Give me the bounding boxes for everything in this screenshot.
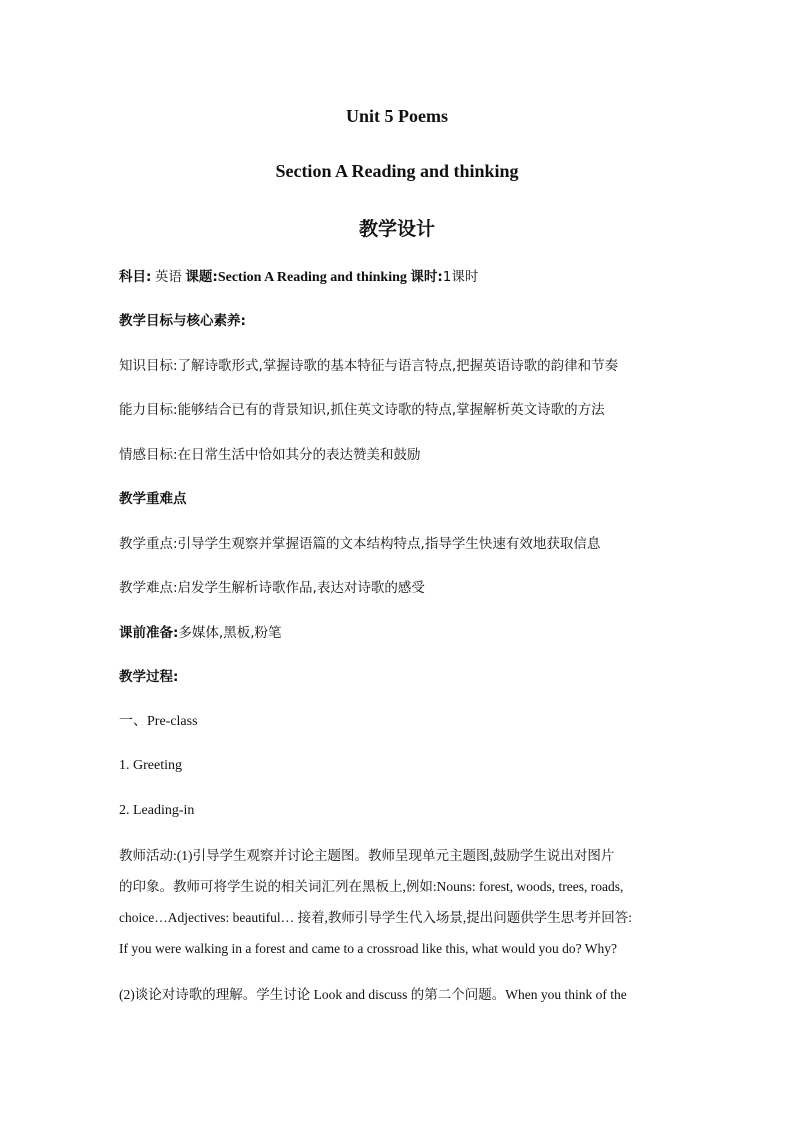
unit-title: Unit 5 Poems [346, 106, 448, 126]
ability-goal: 能力目标:能够结合已有的背景知识,抓住英文诗歌的特点,掌握解析英文诗歌的方法 [119, 402, 605, 418]
teaching-focus: 教学重点:引导学生观察并掌握语篇的文本结构特点,指导学生快速有效地获取信息 [119, 536, 601, 552]
subject-value: 英语 [154, 269, 182, 285]
step-greeting: 1. Greeting [119, 758, 182, 773]
section-title: Section A Reading and thinking [275, 161, 519, 181]
paragraph-line: If you were walking in a forest and came to a crossroad like this, what would you do? Why? [119, 941, 617, 956]
pre-class-heading: 一、Pre-class [119, 714, 198, 729]
subject-label: 科目: [119, 269, 152, 285]
topic-value: Section A Reading and thinking [217, 270, 407, 285]
emotion-goal: 情感目标:在日常生活中恰如其分的表达赞美和鼓励 [119, 447, 421, 463]
step-leading-in: 2. Leading-in [119, 803, 195, 818]
course-info [119, 267, 679, 288]
topic-label: 课题: [185, 269, 218, 285]
prep-label: 课前准备: [119, 625, 179, 641]
paragraph-line: choice…Adjectives: beautiful… 接着,教师引导学生代入场景,提出问题供学生思考并回答: [119, 910, 632, 925]
teaching-difficulty: 教学难点:启发学生解析诗歌作品,表达对诗歌的感受 [119, 580, 425, 596]
process-heading: 教学过程: [119, 669, 179, 685]
paragraph-line: 教师活动:(1)引导学生观察并讨论主题图。教师呈现单元主题图,鼓励学生说出对图片 [119, 848, 615, 863]
goals-heading: 教学目标与核心素养: [119, 313, 246, 329]
knowledge-goal: 知识目标:了解诗歌形式,掌握诗歌的基本特征与语言特点,把握英语诗歌的韵律和节奏 [119, 358, 619, 374]
paragraph-line: (2)谈论对诗歌的理解。学生讨论 Look and discuss 的第二个问题。When you think of the [119, 987, 627, 1002]
period-value: 1课时 [442, 269, 479, 285]
paragraph-line: 的印象。教师可将学生说的相关词汇列在黑板上,例如:Nouns: forest, woods, trees, roads, [119, 879, 624, 894]
key-points-heading: 教学重难点 [119, 491, 187, 507]
prep-line [119, 623, 679, 644]
period-label: 课时: [410, 269, 443, 285]
prep-value: 多媒体,黑板,粉笔 [178, 625, 282, 641]
design-title: 教学设计 [358, 218, 435, 240]
